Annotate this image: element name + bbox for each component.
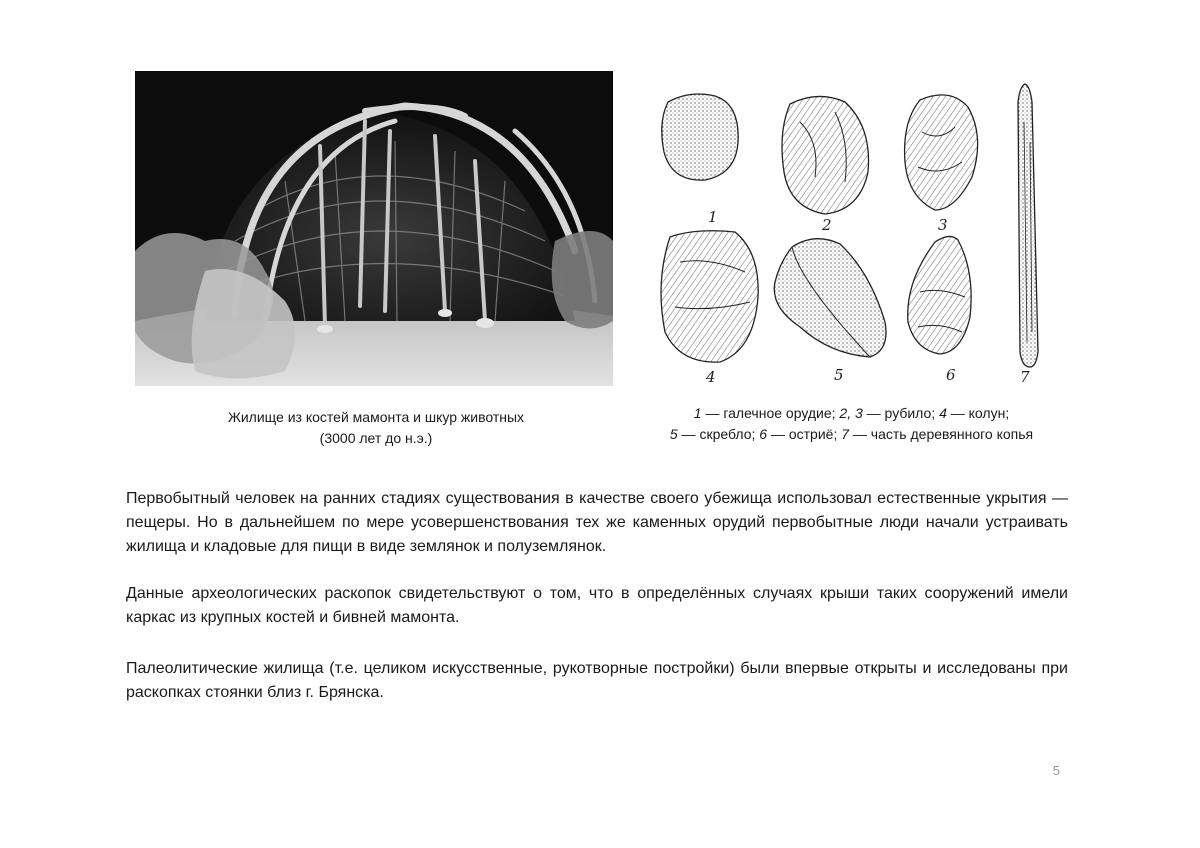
tool-label-4: 4 — [706, 368, 716, 386]
tool-2-handaxe-shape — [782, 96, 869, 214]
tool-label-5: 5 — [834, 366, 844, 384]
page-number: 5 — [1052, 763, 1060, 778]
paragraph-2: Данные археологических раскопок свидетельствуют о том, что в определённых случаях крыши таких сооружений имели каркас из крупных костей и бивней мамонта. — [126, 585, 1068, 626]
tool-5-scraper-shape — [774, 239, 886, 357]
tools-caption-line2: 5 — скребло; 6 — остриё; 7 — часть деревянного копья — [669, 426, 1034, 442]
tools-caption — [650, 403, 1053, 445]
photo-caption — [135, 407, 617, 449]
tool-label-6: 6 — [946, 366, 956, 384]
stone-tools-illustration — [650, 82, 1050, 390]
mammoth-dwelling-photo — [135, 71, 613, 386]
paragraph-3: Палеолитические жилища (т.е. целиком искусственные, рукотворные постройки) были впервые открыты и исследованы при раскопках стоянки близ г. Брянска. — [126, 660, 1068, 701]
tool-label-3: 3 — [938, 216, 948, 234]
tool-label-1: 1 — [708, 208, 718, 226]
tool-7-spear-shape — [1018, 84, 1038, 367]
tool-1-pebble-shape — [662, 94, 738, 180]
tool-label-2: 2 — [822, 216, 832, 234]
tools-caption-line1: 1 — галечное орудие; 2, 3 — рубило; 4 — колун; — [693, 405, 1010, 421]
photo-caption-line2: (3000 лет до н.э.) — [319, 430, 433, 446]
tool-4-cleaver-shape — [661, 231, 758, 362]
photo-caption-line1: Жилище из костей мамонта и шкур животных — [227, 409, 525, 425]
paragraph-1: Первобытный человек на ранних стадиях существования в качестве своего убежища использовал естественные укрытия — пещеры. Но в дальнейшем по мере усовершенствования тех же каменных орудий первобытные люди начали устраивать жилища и кладовые для пищи в виде землянок и полуземлянок. — [126, 490, 1068, 555]
tool-label-7: 7 — [1020, 368, 1030, 386]
tool-3-handaxe-shape — [905, 95, 978, 210]
